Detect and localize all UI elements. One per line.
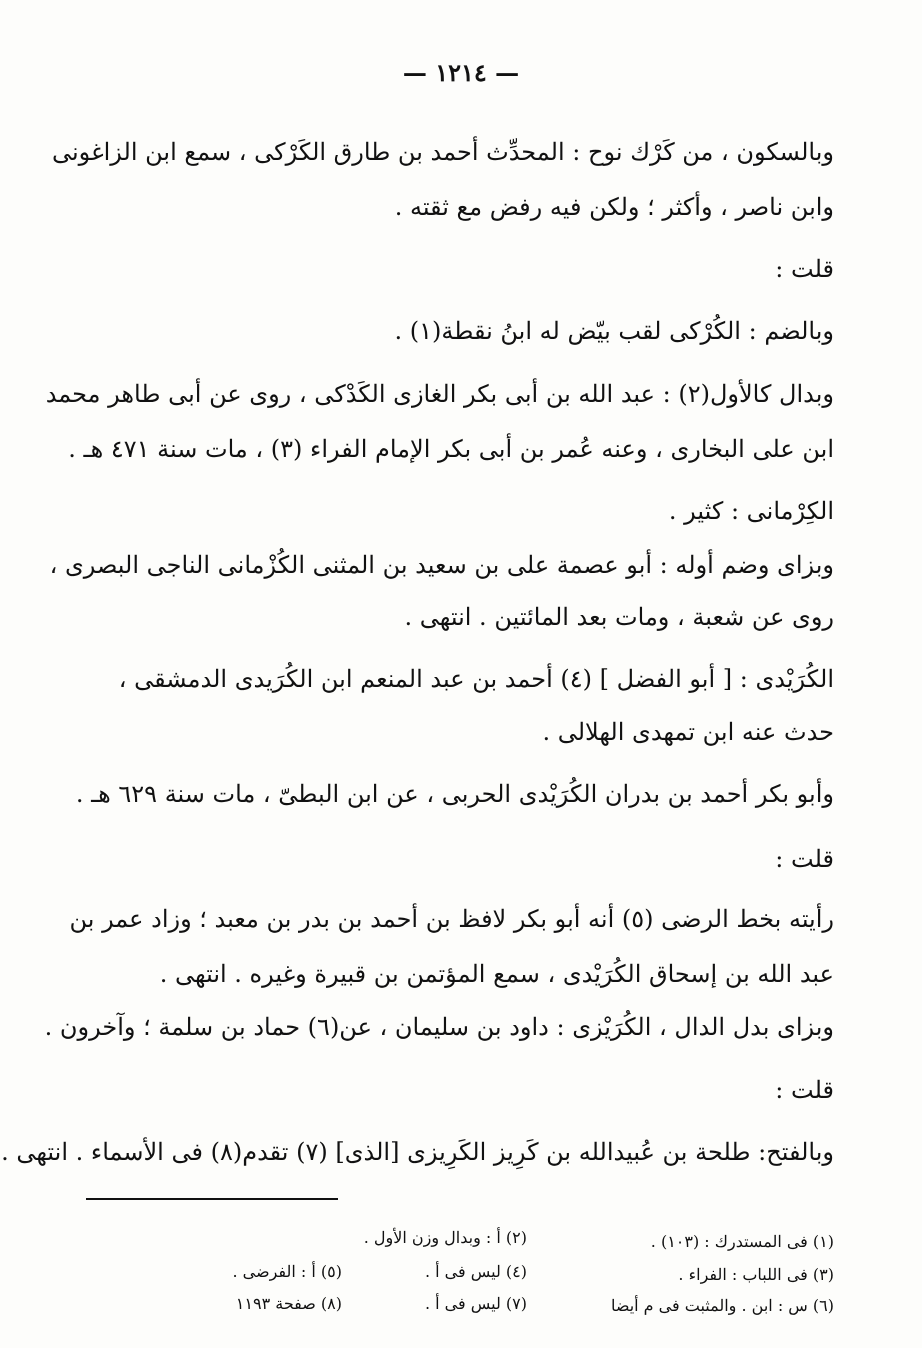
text-line: وبالسكون ، من كَرْك نوح : المحدِّث أحمد بن طارق الكَرْكى ، سمع ابن الزاغونى xyxy=(51,138,834,166)
text-line: ابن على البخارى ، وعنه عُمر بن أبى بكر الإمام الفراء (٣) ، مات سنة ٤٧١ هـ . xyxy=(68,435,834,463)
footnote: (١) فى المستدرك : (١٠٣) . xyxy=(650,1232,834,1251)
footnote: (٦) س : ابن . والمثبت فى م أيضا xyxy=(610,1296,834,1315)
text-line: وبالفتح: طلحة بن عُبيدالله بن كَرِيز الكَرِيزى [الذى] (٧) تقدم(٨) فى الأسماء . انتهى . xyxy=(1,1138,834,1166)
text-line-heading: قلت : xyxy=(775,255,834,283)
text-line: وأبو بكر أحمد بن بدران الكُرَيْدى الحربى ، عن ابن البطىّ ، مات سنة ٦٢٩ هـ . xyxy=(75,780,834,808)
text-line: الكُرَيْدى : [ أبو الفضل ] (٤) أحمد بن عبد المنعم ابن الكُرَيدى الدمشقى ، xyxy=(118,665,834,693)
text-line-heading: قلت : xyxy=(775,845,834,873)
text-line: حدث عنه ابن تمهدى الهلالى . xyxy=(542,718,834,746)
text-line: رأيته بخط الرضى (٥) أنه أبو بكر لافظ بن أحمد بن بدر بن معبد ؛ وزاد عمر بن xyxy=(69,905,834,933)
footnote: (٨) صفحة ١١٩٣ xyxy=(235,1294,342,1313)
text-line: وبزاى وضم أوله : أبو عصمة على بن سعيد بن المثنى الكُزْمانى الناجى البصرى ، xyxy=(49,551,834,579)
footnote: (٧) ليس فى أ . xyxy=(424,1294,527,1313)
text-line: وبزاى بدل الدال ، الكُرَيْزى : داود بن سليمان ، عن(٦) حماد بن سلمة ؛ وآخرون . xyxy=(44,1013,834,1041)
text-line-heading: قلت : xyxy=(775,1076,834,1104)
text-line: الكِرْمانى : كثير . xyxy=(668,497,834,525)
footnote-separator xyxy=(86,1198,338,1200)
text-line: وبالضم : الكُرْكى لقب بيّض له ابنُ نقطة(١) . xyxy=(394,317,834,345)
footnote: (٣) فى اللباب : الفراء . xyxy=(678,1265,834,1284)
text-line: وبدال كالأول(٢) : عبد الله بن أبى بكر الغازى الكَدْكى ، روى عن أبى طاهر محمد xyxy=(45,380,834,408)
footnote: (٢) أ : وبدال وزن الأول . xyxy=(363,1228,527,1247)
footnote: (٥) أ : الفرضى . xyxy=(232,1262,342,1281)
text-line: وابن ناصر ، وأكثر ؛ ولكن فيه رفض مع ثقته . xyxy=(394,193,834,221)
footnote: (٤) ليس فى أ . xyxy=(424,1262,527,1281)
text-line: روى عن شعبة ، ومات بعد المائتين . انتهى . xyxy=(404,603,834,631)
text-line: عبد الله بن إسحاق الكُرَيْدى ، سمع المؤتمن بن قبيرة وغيره . انتهى . xyxy=(159,960,834,988)
page-number: — ١٢١٤ — xyxy=(402,58,520,87)
